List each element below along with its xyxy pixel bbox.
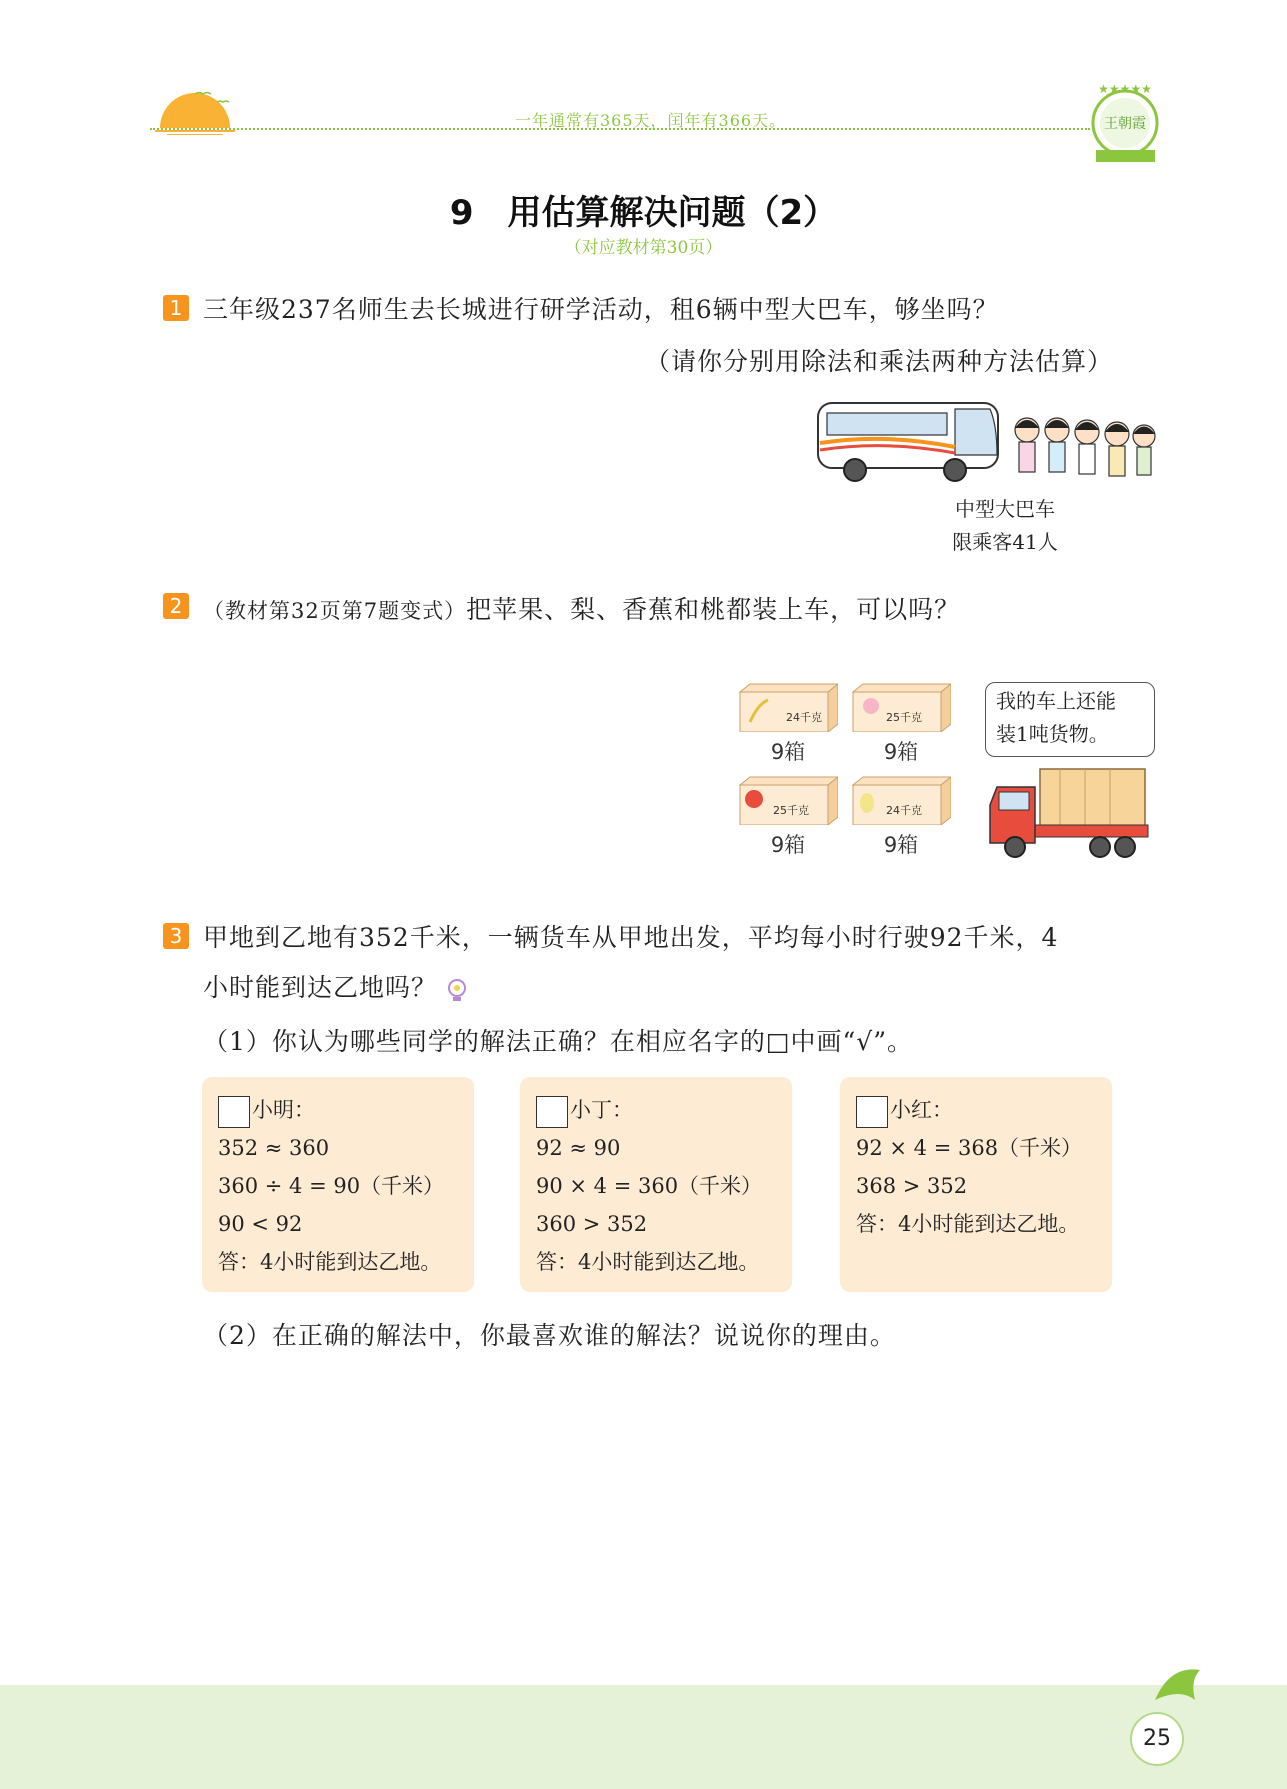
- question-3-badge: 3: [163, 923, 189, 949]
- solution-card-xiaohong: [840, 1077, 1112, 1292]
- solution-line: 90 < 92: [218, 1212, 303, 1236]
- banana-icon: [738, 682, 838, 732]
- svg-text:25千克: 25千克: [886, 711, 922, 724]
- question-3-text-line2: [203, 968, 468, 1004]
- question-3-sub2: （2）在正确的解法中，你最喜欢谁的解法？说说你的理由。: [203, 1321, 896, 1350]
- solution-line: 92 × 4 = 368（千米）: [856, 1136, 1083, 1160]
- svg-text:24千克: 24千克: [786, 711, 822, 724]
- solution-card-xiaoding: [520, 1077, 792, 1292]
- solution-checkbox-xiaoding[interactable]: [536, 1096, 568, 1128]
- footer-band: [0, 1685, 1287, 1789]
- speech-bubble-line1: 我的车上还能: [996, 689, 1116, 713]
- peach-icon: [851, 682, 951, 732]
- solution-line: 90 × 4 = 360（千米）: [536, 1174, 763, 1198]
- fruit-box-4: [851, 775, 951, 859]
- question-2-badge: 2: [163, 593, 189, 619]
- bus-caption-line2: 限乘客41人: [952, 530, 1058, 554]
- question-2-line: [203, 590, 960, 626]
- fruit-box-2-count: 9箱: [883, 740, 919, 764]
- fruit-box-4-count: 9箱: [883, 833, 919, 857]
- question-2-source: （教材第32页第7题变式）: [203, 599, 467, 623]
- question-3-text-line1: 甲地到乙地有352千米，一辆货车从甲地出发，平均每小时行驶92千米，4: [203, 923, 1059, 952]
- children-illustration: [1012, 410, 1162, 490]
- solution-line: 答：4小时能到达乙地。: [856, 1212, 1080, 1236]
- fruit-box-3-count: 9箱: [770, 833, 806, 857]
- fruit-box-1: [738, 682, 838, 766]
- hint-bulb-icon: [446, 977, 468, 1003]
- apple-icon: [738, 775, 838, 825]
- solution-checkbox-xiaoming[interactable]: [218, 1096, 250, 1128]
- question-1-text: 三年级237名师生去长城进行研学活动，租6辆中型大巴车，够坐吗？: [203, 295, 999, 324]
- solution-name: 小丁：: [570, 1098, 633, 1122]
- solution-line: 360 > 352: [536, 1212, 648, 1236]
- question-2-text: 把苹果、梨、香蕉和桃都装上车，可以吗？: [466, 595, 961, 624]
- bus-caption: [930, 493, 1080, 559]
- question-3-text-line2-content: 小时能到达乙地吗？: [203, 973, 438, 1002]
- question-1-badge: 1: [163, 295, 189, 321]
- question-3-sub1: （1）你认为哪些同学的解法正确？在相应名字的□中画“√”。: [203, 1027, 914, 1056]
- svg-text:★★★★★: ★★★★★: [1098, 82, 1152, 96]
- truck-illustration: [985, 765, 1150, 860]
- bus-illustration: [815, 395, 1005, 485]
- fruit-box-1-count: 9箱: [770, 740, 806, 764]
- solution-line: 92 ≈ 90: [536, 1136, 621, 1160]
- fruit-box-2: [851, 682, 951, 766]
- solution-line: 360 ÷ 4 = 90（千米）: [218, 1174, 445, 1198]
- fruit-box-3: [738, 775, 838, 859]
- solution-line: 352 ≈ 360: [218, 1136, 330, 1160]
- question-1-hint: （请你分别用除法和乘法两种方法估算）: [645, 347, 1114, 376]
- solution-line: 答：4小时能到达乙地。: [218, 1250, 442, 1274]
- svg-text:25千克: 25千克: [773, 804, 809, 817]
- solution-line: 答：4小时能到达乙地。: [536, 1250, 760, 1274]
- solution-name: 小红：: [890, 1098, 953, 1122]
- solution-name: 小明：: [252, 1098, 315, 1122]
- page-number: 25: [1130, 1712, 1184, 1766]
- publisher-logo: [1088, 78, 1163, 168]
- pear-icon: [851, 775, 951, 825]
- solution-checkbox-xiaohong[interactable]: [856, 1096, 888, 1128]
- page-subtitle: （对应教材第30页）: [564, 238, 723, 258]
- page-title: 9 用估算解决问题（2）: [449, 193, 838, 233]
- solution-line: 368 > 352: [856, 1174, 968, 1198]
- svg-text:王朝霞: 王朝霞: [1104, 116, 1146, 132]
- dolphin-icon: [1150, 1660, 1210, 1710]
- svg-text:24千克: 24千克: [886, 804, 922, 817]
- speech-bubble-line2: 装1吨货物。: [996, 722, 1109, 746]
- speech-bubble: [985, 682, 1155, 757]
- header-note: 一年通常有365天，闰年有366天。: [515, 111, 787, 130]
- solution-card-xiaoming: [202, 1077, 474, 1292]
- bus-caption-line1: 中型大巴车: [955, 497, 1055, 521]
